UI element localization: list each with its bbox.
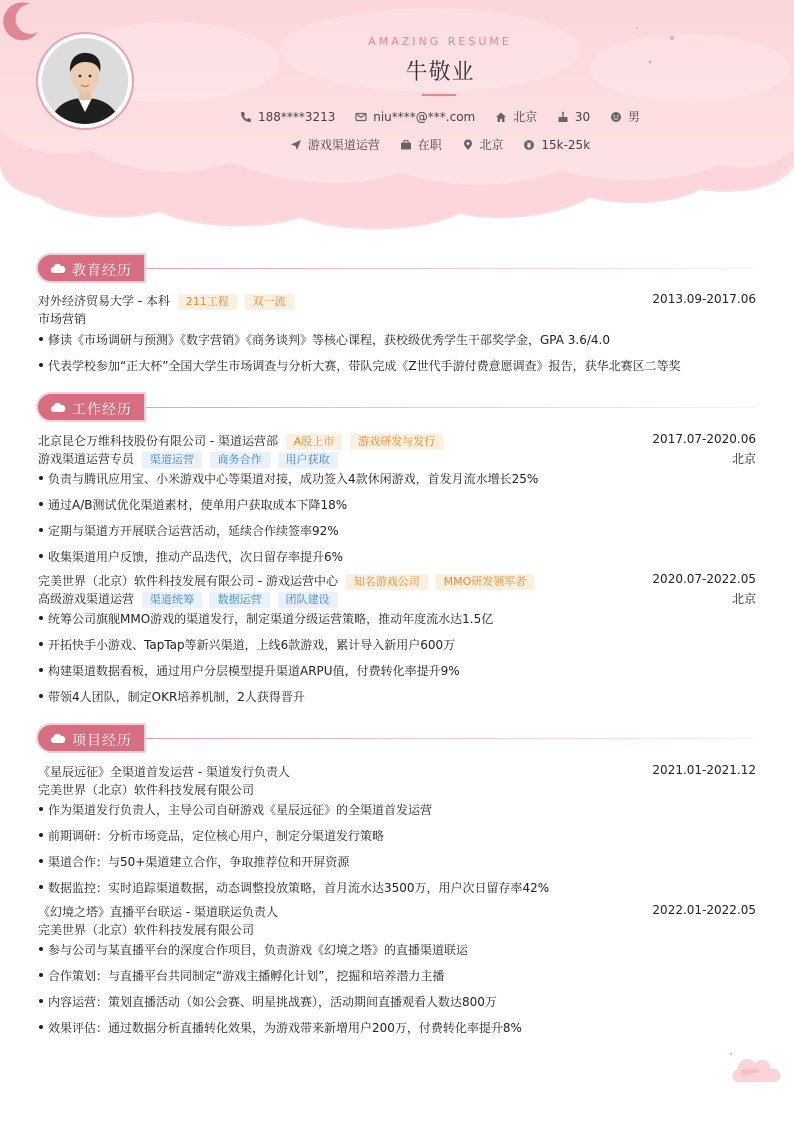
section-divider (146, 738, 756, 739)
location-icon (462, 139, 474, 151)
age-item (557, 110, 590, 124)
education-major-row (38, 310, 756, 327)
status-item (400, 136, 442, 153)
cake-icon (557, 111, 569, 123)
company-tag: 游戏研发与发行 (350, 434, 443, 450)
position-name: 高级游戏渠道运营 (38, 592, 135, 606)
send-icon (290, 139, 302, 151)
target-job-item (290, 136, 380, 153)
project-date: 2021.01-2021.12 (652, 763, 756, 777)
projects-section-header (36, 723, 756, 757)
section-title: 工作经历 (72, 402, 132, 418)
education-date: 2013.09-2017.06 (652, 292, 756, 306)
hometown-text: 北京 (513, 110, 538, 124)
email-item (355, 110, 475, 124)
position-tag: 用户获取 (278, 452, 338, 468)
education-school-row (38, 292, 756, 310)
salary-text: 15k-25k (541, 137, 591, 152)
status-text: 在职 (417, 138, 442, 152)
home-icon (495, 111, 507, 123)
cloud-icon (50, 733, 66, 744)
school-tag: 双一流 (245, 294, 294, 310)
company-name: 完美世界（北京）软件科技发展有限公司 - 游戏运营中心 (38, 574, 338, 588)
section-divider (146, 407, 756, 408)
money-icon (523, 139, 535, 151)
job-company-row (38, 572, 756, 590)
project-company-row (38, 781, 756, 798)
job-position-row (38, 450, 756, 468)
gender-text: 男 (628, 110, 641, 124)
school-name: 对外经济贸易大学 - 本科 (38, 294, 170, 308)
target-job-text: 游戏渠道运营 (307, 138, 380, 152)
education-section-header (36, 253, 756, 287)
hometown-item (495, 108, 537, 125)
position-tag: 商务合作 (210, 452, 270, 468)
section-divider (146, 268, 756, 269)
email-text: niu****@***.com (373, 109, 476, 124)
company-tag: MMO研发领军者 (436, 574, 535, 590)
section-pill (36, 392, 146, 422)
company-tag: A股上市 (286, 434, 343, 450)
school-tag: 211工程 (178, 294, 237, 310)
target-city-text: 北京 (479, 138, 504, 152)
section-title: 教育经历 (72, 263, 132, 279)
position-tag: 渠道统筹 (142, 592, 202, 608)
phone-icon (240, 111, 252, 123)
footer-cloud-icon (728, 1052, 784, 1086)
cloud-icon (50, 263, 66, 274)
contact-info-row (120, 108, 760, 125)
gender-item (610, 108, 640, 125)
project-date: 2022.01-2022.05 (652, 903, 756, 917)
target-city-item (462, 136, 504, 153)
major-name: 市场营销 (38, 312, 87, 326)
cloud-icon (50, 402, 66, 413)
company-tag: 知名游戏公司 (346, 574, 428, 590)
company-name: 北京昆仑万维科技股份有限公司 - 渠道运营部 (38, 434, 278, 448)
job-city: 北京 (731, 592, 756, 606)
resume-tagline: AMAZING RESUME (368, 35, 512, 48)
job-intent-row (120, 136, 760, 153)
project-company-row (38, 921, 756, 938)
position-tag: 渠道运营 (142, 452, 202, 468)
phone-item (240, 110, 335, 124)
project-title-row (38, 763, 756, 780)
project-company: 完美世界（北京）软件科技发展有限公司 (38, 923, 255, 937)
face-icon (610, 111, 622, 123)
job-company-row (38, 432, 756, 450)
position-name: 游戏渠道运营专员 (38, 452, 135, 466)
section-pill (36, 723, 146, 753)
age-text: 30 (574, 109, 591, 124)
avatar (42, 38, 128, 124)
project-company: 完美世界（北京）软件科技发展有限公司 (38, 783, 255, 797)
email-icon (355, 111, 367, 123)
section-title: 项目经历 (72, 733, 132, 749)
job-date: 2017.07-2020.06 (652, 432, 756, 446)
job-position-row (38, 590, 756, 608)
job-city: 北京 (731, 452, 756, 466)
project-name: 《星辰远征》全渠道首发运营 - 渠道发行负责人 (38, 765, 290, 779)
briefcase-icon (400, 139, 412, 151)
salary-item (523, 138, 590, 152)
candidate-name: 牛敬业 (405, 60, 475, 85)
work-section-header (36, 392, 756, 426)
name-underline (422, 94, 456, 96)
project-title-row (38, 903, 756, 920)
project-name: 《幻境之塔》直播平台联运 - 渠道联运负责人 (38, 905, 278, 919)
moon-icon (0, 0, 40, 42)
position-tag: 数据运营 (210, 592, 270, 608)
phone-text: 188****3213 (257, 109, 336, 124)
section-pill (36, 253, 146, 283)
position-tag: 团队建设 (278, 592, 338, 608)
job-date: 2020.07-2022.05 (652, 572, 756, 586)
